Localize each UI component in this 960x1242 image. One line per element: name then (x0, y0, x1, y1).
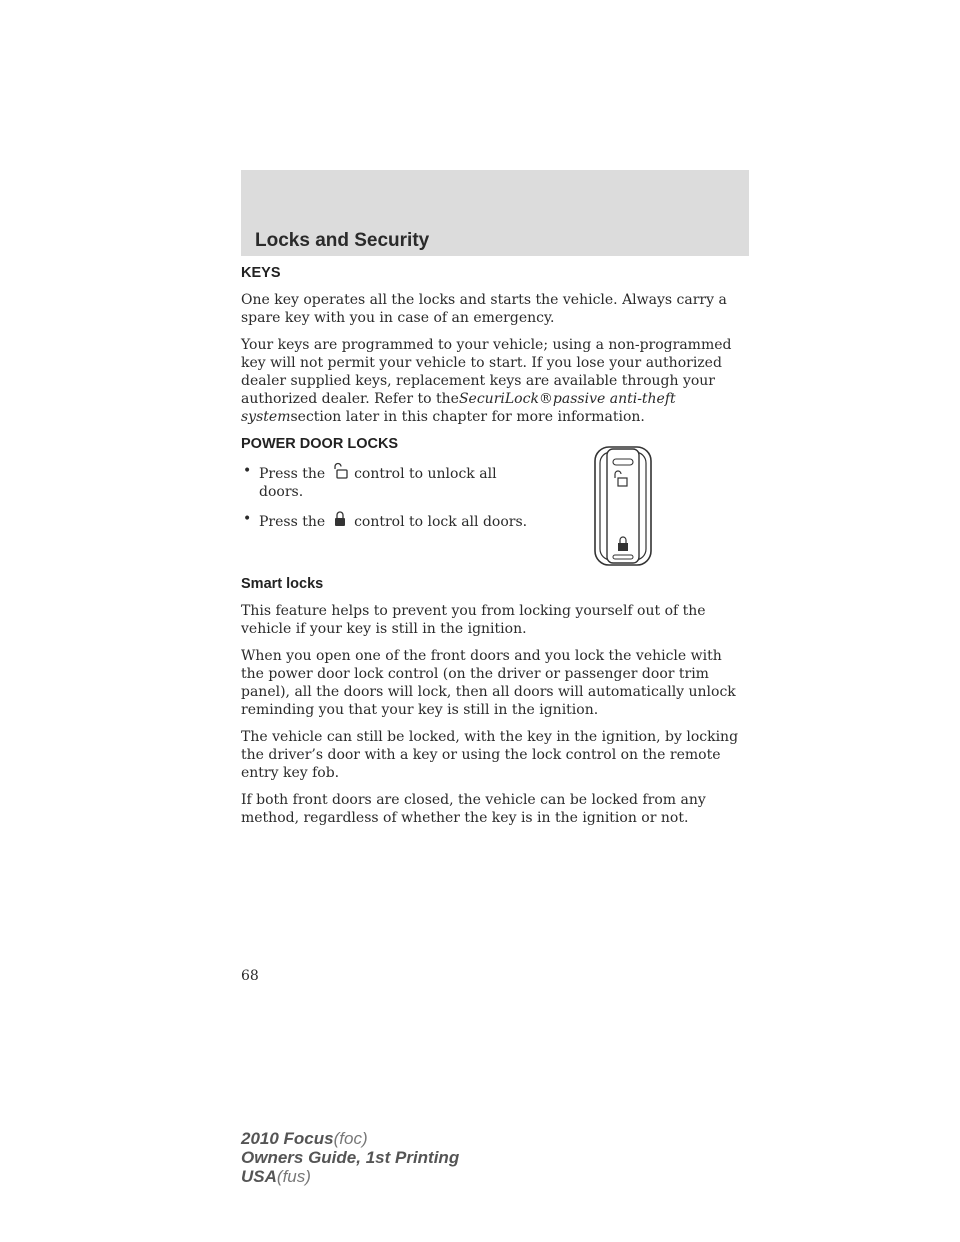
smart-locks-paragraph: This feature helps to prevent you from locking yourself out of the vehicle if your key is still in the ignition. (241, 603, 706, 637)
footer-line-1 (241, 1129, 459, 1148)
section-title: Locks and Security (255, 230, 430, 251)
bullet-text-post: control to lock all doors. (354, 514, 528, 530)
lock-icon (331, 510, 349, 528)
unlock-icon (331, 462, 349, 480)
keys-heading: KEYS (241, 265, 281, 281)
footer-market-code: (fus) (276, 1167, 311, 1186)
smart-locks-paragraph: If both front doors are closed, the vehicle can be locked from any method, regardless of whether the key is in the ignition or not. (241, 792, 706, 826)
smart-locks-paragraph: The vehicle can still be locked, with the key in the ignition, by locking the driver’s door with a key or using the lock control on the remote entry key fob. (241, 729, 739, 781)
securilock-reference: SecuriLock®passive anti-theft system (241, 391, 676, 425)
smart-locks-paragraph: When you open one of the front doors and you lock the vehicle with the power door lock control (on the driver or passenger door trim panel), all the doors will lock, then all doors will automatically unlock reminding you that your key is still in the ignition. (241, 648, 736, 718)
keys-paragraph-2-start: Your keys are programmed to your vehicle; using a non-programmed key will not permit your vehicle to start. If you lose your authorized dealer supplied keys, replacement keys are available through your authorized dealer. Refer to the (241, 337, 732, 407)
list-item (241, 462, 541, 501)
list-item (241, 510, 541, 531)
page-number: 68 (241, 968, 259, 984)
bullet-text-pre: Press the (259, 466, 326, 482)
bullet-text-pre: Press the (259, 514, 326, 530)
bullet: • (243, 511, 252, 527)
footer-line-3 (241, 1167, 459, 1186)
keys-paragraph-2-end: section later in this chapter for more information. (290, 409, 645, 425)
footer-line-2: Owners Guide, 1st Printing (241, 1148, 460, 1167)
keys-paragraph-2 (241, 336, 749, 426)
page-content (241, 264, 749, 836)
footer-market: USA (241, 1167, 277, 1186)
power-door-locks-section (241, 435, 749, 573)
footer-model-code: (foc) (333, 1129, 368, 1148)
print-footer (241, 1129, 459, 1186)
keys-paragraph-1: One key operates all the locks and starts the vehicle. Always carry a spare key with you in case of an emergency. (241, 292, 727, 326)
smart-locks-heading: Smart locks (241, 576, 324, 592)
power-door-locks-list (241, 462, 541, 531)
footer-model: 2010 Focus (241, 1129, 334, 1148)
bullet-text-post: control to unlock all doors. (259, 466, 497, 500)
power-door-locks-heading: POWER DOOR LOCKS (241, 436, 399, 452)
door-lock-switch-illustration (593, 445, 653, 567)
section-header (241, 170, 749, 256)
bullet: • (243, 463, 252, 479)
